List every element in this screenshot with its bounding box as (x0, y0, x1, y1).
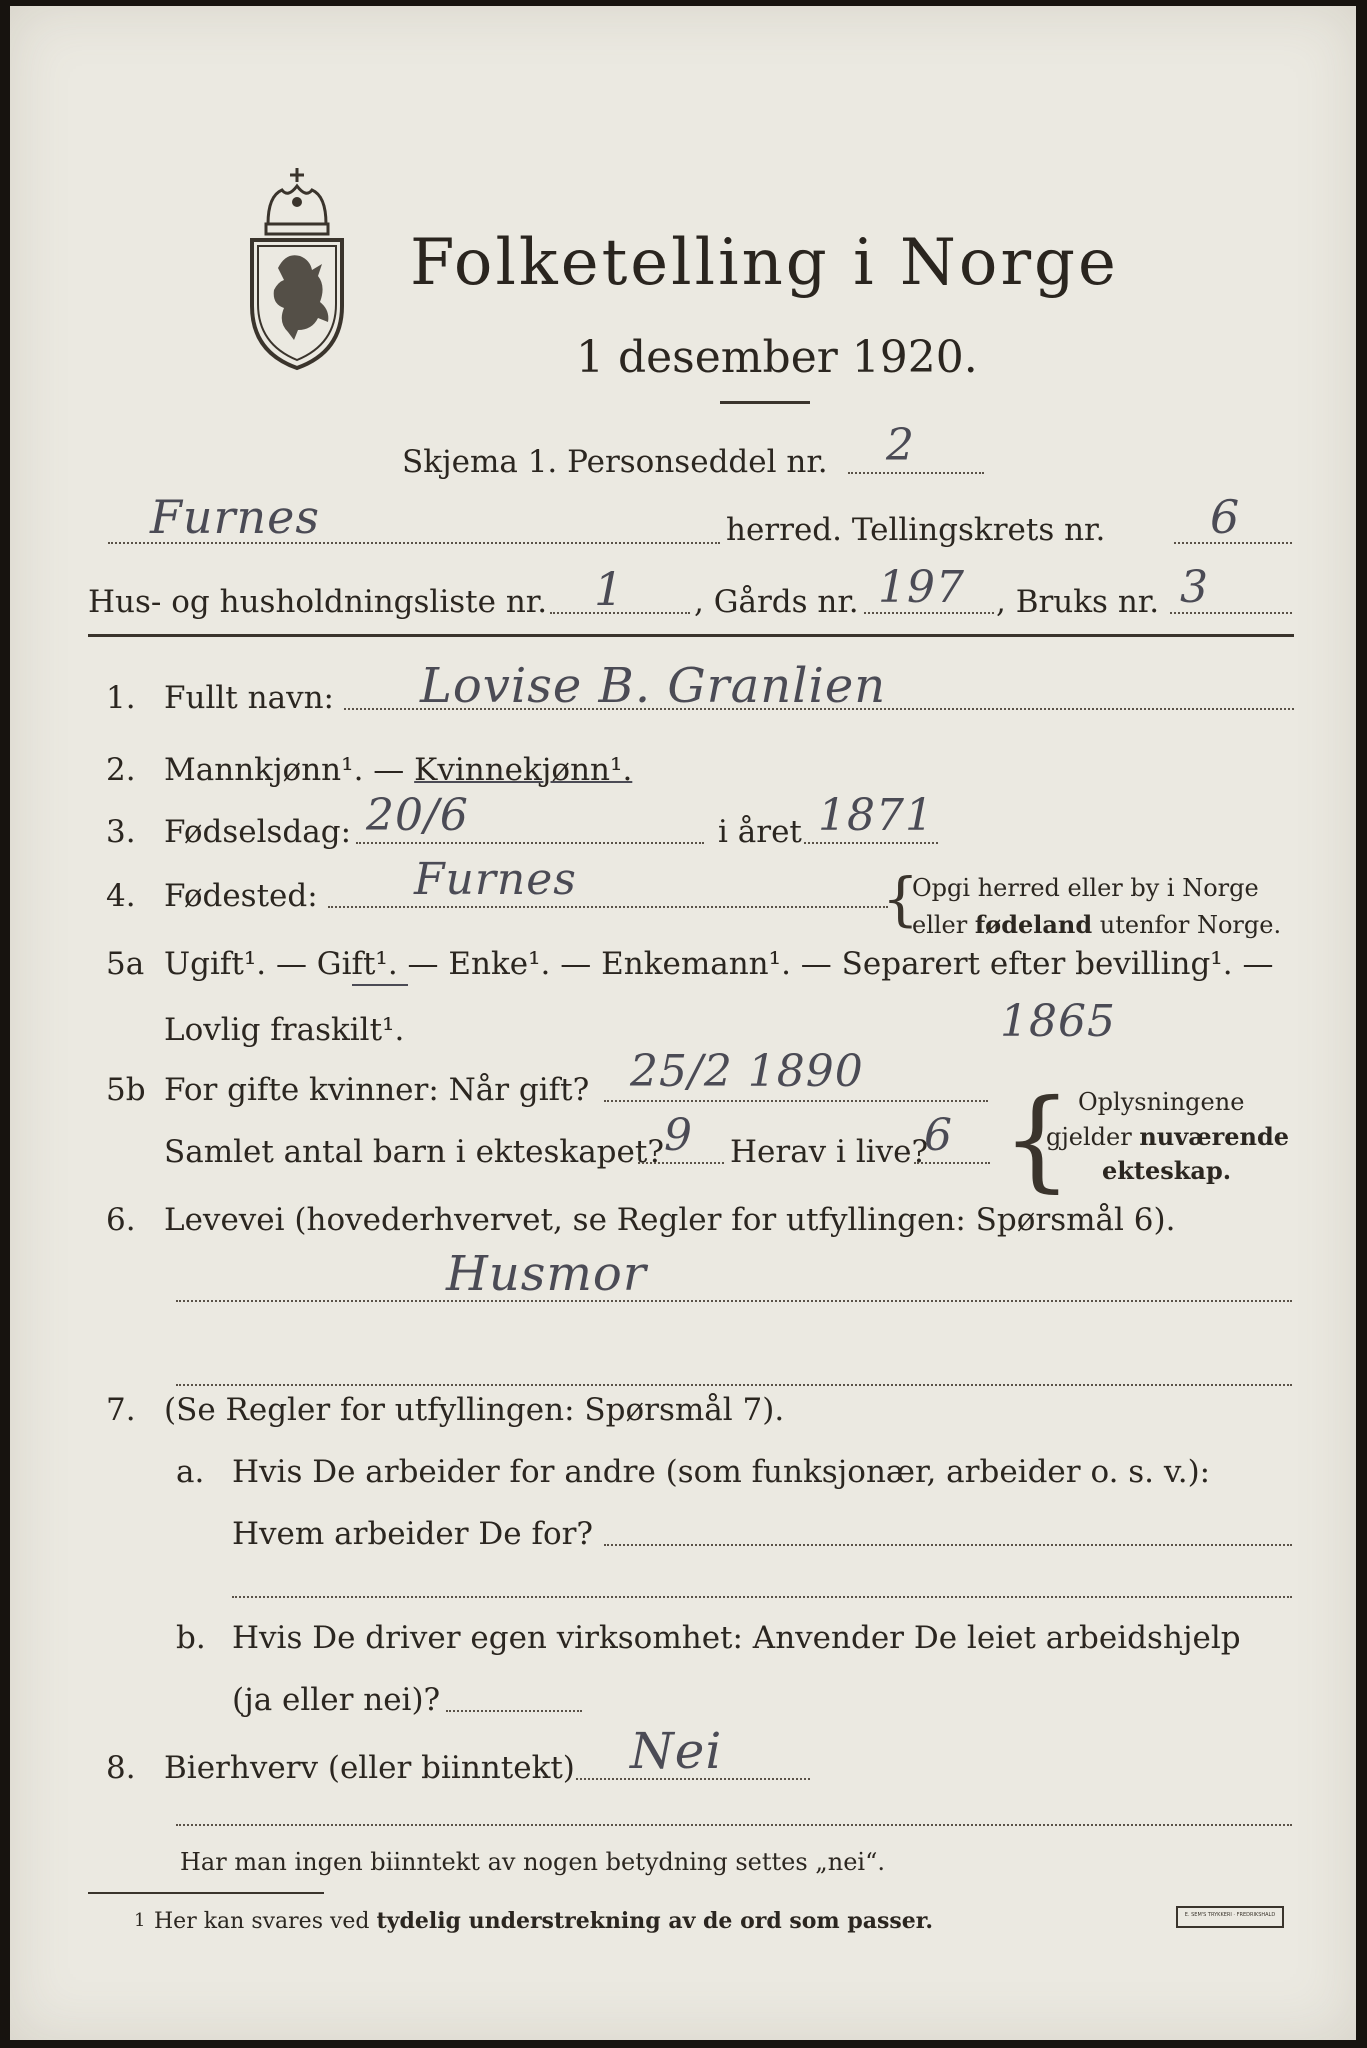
census-date: 1 desember 1920. (576, 332, 978, 383)
herred-label: herred. Tellingskrets nr. (726, 512, 1106, 548)
q6-line1 (176, 1300, 1292, 1302)
meta-divider (88, 634, 1294, 637)
sex-options (164, 752, 632, 788)
margin-note-value: 1865 (1000, 996, 1116, 1047)
q6-label: Levevei (hovederhvervet, se Regler for utfyllingen: Spørsmål 6). (164, 1202, 1176, 1238)
full-name-value: Lovise B. Granlien (420, 658, 887, 714)
hus-label: Hus- og husholdningsliste nr. (88, 584, 548, 620)
printer-stamp-text: E. SEM'S TRYKKERI · FREDRIKSHALD (1184, 1912, 1276, 1918)
schema-label: Skjema 1. Personseddel nr. (402, 444, 828, 480)
personseddel-value: 2 (886, 420, 915, 471)
q3-number: 3. (106, 814, 136, 850)
hus-value: 1 (594, 562, 625, 616)
gift-underline-mark (352, 984, 408, 986)
birthday-value: 20/6 (366, 790, 469, 841)
tellingskrets-value: 6 (1210, 490, 1241, 544)
q5b-note-line3: ekteskap. (1102, 1156, 1232, 1185)
q7a-answer-line1 (604, 1544, 1292, 1546)
q8-label: Bierhverv (eller biinntekt) (164, 1750, 575, 1786)
q4-note-line1: Opgi herred eller by i Norge (912, 874, 1259, 902)
footnote-number: 1 (134, 1910, 146, 1931)
children-label: Samlet antal barn i ekteskapet? (164, 1134, 664, 1170)
printer-stamp (1176, 1906, 1284, 1928)
q1-label: Fullt navn: (164, 680, 334, 716)
q5b-note-line1: Oplysningene (1078, 1088, 1245, 1116)
gards-label: , Gårds nr. (694, 584, 859, 620)
q7a-letter: a. (176, 1454, 205, 1490)
occupation-value: Husmor (446, 1246, 647, 1302)
q5b-brace: { (1002, 1075, 1072, 1203)
footnote-rule (88, 1892, 324, 1894)
footer-note: Har man ingen biinntekt av nogen betydning settes „nei“. (180, 1848, 885, 1876)
male-option: Mannkjønn¹. (164, 752, 364, 788)
q7a-line2: Hvem arbeider De for? (232, 1516, 594, 1552)
q5b-note-line2: gjelder nuværende (1046, 1122, 1290, 1151)
header-divider (720, 401, 810, 404)
q3-line (356, 842, 704, 844)
q7-label: (Se Regler for utfyllingen: Spørsmål 7). (164, 1392, 785, 1428)
census-form-sheet (10, 6, 1356, 2040)
birthplace-value: Furnes (414, 854, 577, 905)
q8-line2 (176, 1824, 1292, 1826)
q5b-number: 5b (106, 1072, 146, 1108)
dash-separator: — (373, 752, 405, 788)
personseddel-line (848, 472, 984, 474)
bruks-value: 3 (1180, 562, 1209, 613)
q5b-line (604, 1100, 988, 1102)
q6-number: 6. (106, 1202, 136, 1238)
gards-value: 197 (878, 562, 965, 613)
side-income-value: Nei (630, 1722, 723, 1780)
form-title: Folketelling i Norge (410, 226, 1119, 300)
q1-number: 1. (106, 680, 136, 716)
birth-year-value: 1871 (818, 790, 934, 841)
q7a-line1: Hvis De arbeider for andre (som funksjonær, arbeider o. s. v.): (232, 1454, 1211, 1490)
q7a-answer-line2 (232, 1596, 1292, 1598)
children-value: 9 (664, 1110, 693, 1161)
q8-number: 8. (106, 1750, 136, 1786)
q7b-line2: (ja eller nei)? (232, 1682, 441, 1718)
marriage-date-value: 25/2 1890 (630, 1046, 864, 1097)
female-option-underlined: Kvinnekjønn¹. (414, 752, 633, 788)
norwegian-coat-of-arms-icon (238, 164, 356, 374)
q6-line2 (176, 1384, 1292, 1386)
q7b-letter: b. (176, 1620, 206, 1656)
marital-status-options: Ugift¹. — Gift¹. — Enke¹. — Enkemann¹. — Separert efter bevilling¹. — (164, 946, 1274, 982)
q4-brace: { (882, 865, 919, 933)
q3-label: Fødselsdag: (164, 814, 352, 850)
q4-number: 4. (106, 878, 136, 914)
herred-value: Furnes (150, 490, 320, 544)
q7-number: 7. (106, 1392, 136, 1428)
q7b-line1: Hvis De driver egen virksomhet: Anvender De leiet arbeidshjelp (232, 1620, 1241, 1656)
alive-value: 6 (924, 1110, 953, 1161)
alive-label: Herav i live? (730, 1134, 929, 1170)
alive-line (914, 1162, 990, 1164)
bruks-label: , Bruks nr. (996, 584, 1160, 620)
q4-note-line2: eller fødeland utenfor Norge. (912, 910, 1282, 939)
children-line (638, 1162, 724, 1164)
q2-number: 2. (106, 752, 136, 788)
q5b-label: For gifte kvinner: Når gift? (164, 1072, 590, 1108)
q4-label: Fødested: (164, 878, 318, 914)
footnote-text: Her kan svares ved tydelig understrekning av de ord som passer. (154, 1908, 934, 1934)
year-line (804, 842, 938, 844)
marital-status-line2: Lovlig fraskilt¹. (164, 1012, 405, 1048)
q4-line (328, 906, 888, 908)
q7b-answer-line (446, 1710, 582, 1712)
year-label: i året (718, 814, 802, 850)
q5a-number: 5a (106, 946, 145, 982)
